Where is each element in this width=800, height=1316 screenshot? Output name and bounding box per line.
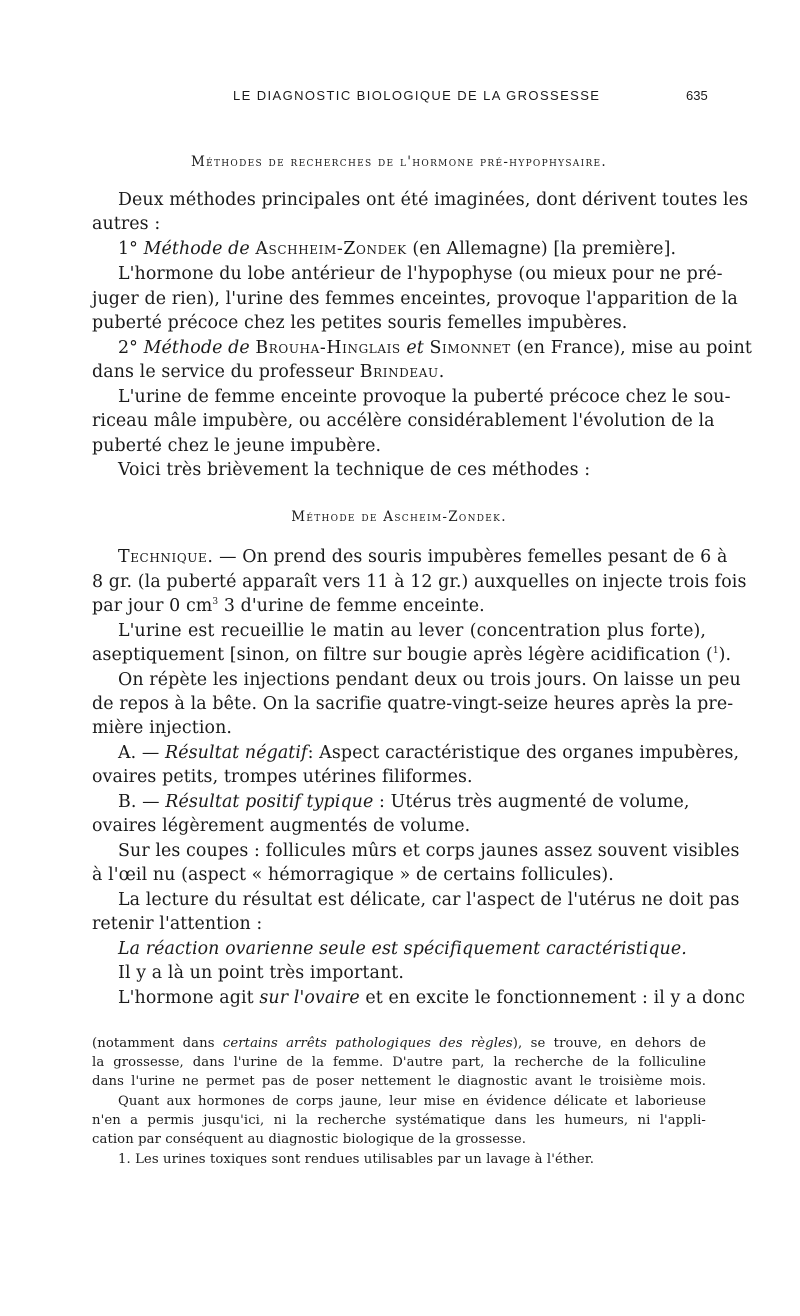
text-span: (notamment dans — [92, 1036, 215, 1051]
text-span: — On prend des souris impubères femelles pesant de 6 à — [219, 547, 728, 567]
paragraph-line: juger de rien), l'urine des femmes enceintes, provoque l'apparition de la — [92, 289, 738, 309]
paragraph-line — [92, 594, 706, 618]
paragraph-line: de repos à la bête. On la sacrifie quatre-vingt-seize heures après la pre- — [92, 694, 734, 714]
footnote-line: Quant aux hormones de corps jaune, leur mise en évidence délicate et laborieuse — [118, 1094, 706, 1109]
paragraph-line: ovaires légèrement augmentés de volume. — [92, 816, 471, 836]
emphasis: certains arrêts pathologiques des règles — [222, 1036, 513, 1051]
paragraph-line — [92, 643, 732, 667]
text-span: ), se trouve, en dehors de — [512, 1036, 706, 1051]
superscript: 3 — [212, 597, 219, 608]
conjunction: et — [406, 338, 424, 358]
author-name: Brouha-Hinglais — [255, 338, 401, 358]
paragraph-line: Voici très brièvement la technique de ces méthodes : — [118, 460, 591, 480]
method-number: 2° — [118, 338, 138, 358]
result-letter: B. — — [118, 792, 160, 812]
method-1-line — [118, 237, 706, 261]
text-span: par jour 0 cm — [92, 596, 213, 616]
result-letter: A. — — [118, 743, 160, 763]
paragraph-line: autres : — [92, 214, 161, 234]
method-2-line-2 — [92, 360, 706, 384]
author-name: Simonnet — [429, 338, 511, 358]
professor-name: Brindeau. — [359, 362, 445, 382]
text-span: L'hormone agit — [118, 988, 254, 1008]
paragraph-line: à l'œil nu (aspect « hémorragique » de certains follicules). — [92, 865, 614, 885]
footnote-line: cation par conséquent au diagnostic biologique de la grossesse. — [92, 1132, 527, 1147]
text-span: ). — [718, 645, 732, 665]
paragraph-line: mière injection. — [92, 718, 233, 738]
paragraph-line — [118, 986, 746, 1010]
paragraph-line: retenir l'attention : — [92, 914, 263, 934]
technique-label: Technique. — [118, 547, 214, 567]
paragraph-line: Deux méthodes principales ont été imaginées, dont dérivent toutes les — [118, 190, 749, 210]
paragraph-line: 8 gr. (la puberté apparaît vers 11 à 12 gr.) auxquelles on injecte trois fois — [92, 572, 747, 592]
technique-line — [118, 545, 728, 569]
paragraph-line: L'hormone du lobe antérieur de l'hypophyse (ou mieux pour ne pré- — [118, 264, 723, 284]
method-word: Méthode de — [143, 239, 250, 259]
method-2-line — [118, 336, 752, 360]
method-detail: (en Allemagne) [la première]. — [412, 239, 677, 259]
footnote-line — [92, 1034, 706, 1053]
text-span: 3 d'urine de femme enceinte. — [218, 596, 485, 616]
paragraph-line: L'urine est recueillie le matin au lever (concentration plus forte), — [118, 621, 706, 641]
footnote-line: dans l'urine ne permet pas de poser nettement le diagnostic avant le troisième mois. — [92, 1074, 706, 1089]
section-heading-ascheim-zondek: Méthode de Ascheim-Zondek. — [291, 509, 507, 525]
paragraph-line: puberté chez le jeune impubère. — [92, 436, 382, 456]
paragraph-line: ovaires petits, trompes utérines filiformes. — [92, 767, 473, 787]
text-span: et en excite le fonctionnement : il y a donc — [365, 988, 746, 1008]
method-word: Méthode de — [143, 338, 250, 358]
emphasis-line: La réaction ovarienne seule est spécifiquement caractéristique. — [118, 939, 687, 959]
paragraph-line: Il y a là un point très important. — [118, 963, 404, 983]
paragraph-line: L'urine de femme enceinte provoque la puberté précoce chez le sou- — [118, 387, 731, 407]
section-heading-methods: Méthodes de recherches de l'hormone pré-hypophysaire. — [190, 154, 608, 170]
footnote-line: n'en a permis jusqu'ici, ni la recherche systématique dans les humeurs, ni l'appli- — [92, 1113, 706, 1128]
method-number: 1° — [118, 239, 138, 259]
paragraph-line: riceau mâle impubère, ou accélère considérablement l'évolution de la — [92, 411, 715, 431]
running-header: LE DIAGNOSTIC BIOLOGIQUE DE LA GROSSESSE — [233, 88, 601, 103]
paragraph-line: On répète les injections pendant deux ou trois jours. On laisse un peu — [118, 670, 741, 690]
footnote-ref: 1 — [712, 646, 719, 657]
text-span: aseptiquement [sinon, on filtre sur bougie après légère acidification ( — [92, 645, 713, 665]
result-label: Résultat positif typique — [165, 792, 374, 812]
author-name: Aschheim-Zondek — [255, 239, 407, 259]
method-detail: (en France), mise au point — [516, 338, 752, 358]
emphasis: l'ovaire — [293, 988, 360, 1008]
result-label: Résultat négatif — [165, 743, 308, 763]
paragraph-line: La lecture du résultat est délicate, car l'aspect de l'utérus ne doit pas — [118, 890, 740, 910]
result-b-line — [118, 790, 706, 814]
page-number: 635 — [686, 88, 708, 103]
paragraph-line: puberté précoce chez les petites souris femelles impubères. — [92, 313, 628, 333]
text-span: : Utérus très augmenté de volume, — [379, 792, 690, 812]
footnote-1: 1. Les urines toxiques sont rendues utilisables par un lavage à l'éther. — [118, 1152, 595, 1167]
paragraph-line: Sur les coupes : follicules mûrs et corps jaunes assez souvent visibles — [118, 841, 740, 861]
result-a-line — [118, 741, 740, 765]
text-span: : Aspect caractéristique des organes impubères, — [307, 743, 740, 763]
text-span: dans le service du professeur — [92, 362, 355, 382]
emphasis: sur — [259, 988, 289, 1008]
footnote-line: la grossesse, dans l'urine de la femme. D'autre part, la recherche de la folliculine — [92, 1055, 706, 1070]
